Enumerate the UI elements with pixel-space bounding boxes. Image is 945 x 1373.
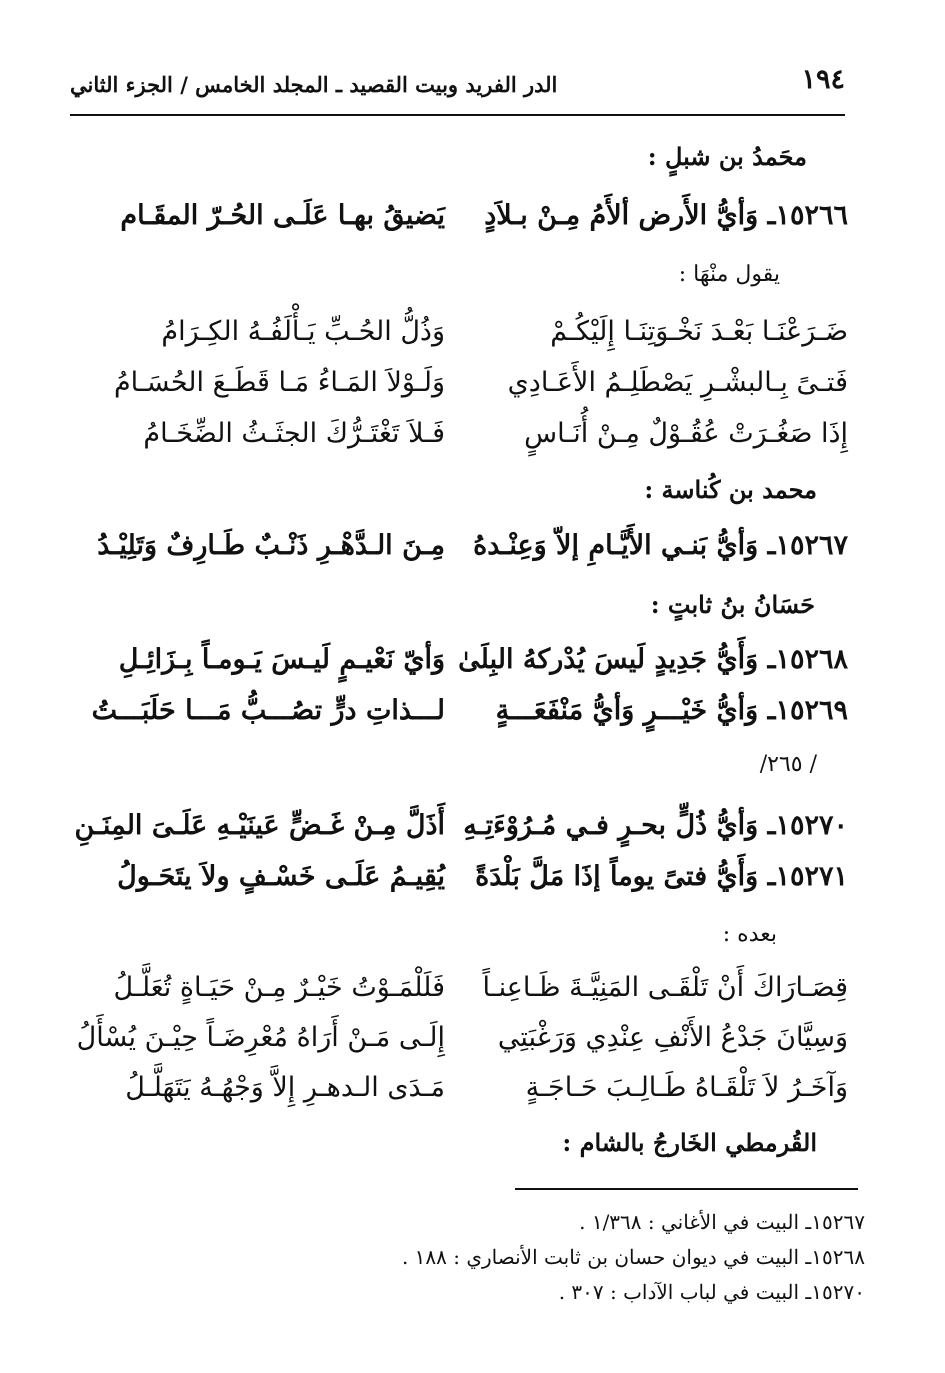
verse-first-hemistich: ١٥٢٦٧ـ وَأيُّ بَنـي الأَيَّـامِ إلاّ وَعِنْـدهُ bbox=[473, 530, 848, 561]
verse-second-hemistich: وَذُلُّ الحُـبِّ يَـأْلَفُـهُ الكِـرَامُ bbox=[161, 316, 445, 347]
verse-first-hemistich: فَتـىً بِـالبشْـرِ يَصْطَلِـمُ الأَعَـادِي bbox=[507, 367, 848, 398]
footnote: ١٥٢٦٧ـ البيت في الأغاني : ١/٣٦٨ . bbox=[579, 1210, 865, 1234]
verse-first-hemistich: ١٥٢٦٦ـ وَأيُّ الأَرض ألأَمُ مِـنْ بـلاَدٍ bbox=[484, 200, 848, 231]
verse-first-hemistich: ١٥٢٧٠ـ وَأيُّ ذُلٍّ بحـرٍ فـي مُـرُوْءَتِـهِ bbox=[463, 810, 848, 841]
poet-heading: محمد بن كُناسة : bbox=[644, 475, 817, 504]
verse-second-hemistich: يَضيقُ بهـا عَلَـى الحُـرّ المقَـام bbox=[120, 200, 445, 231]
poet-heading: محَمدُ بن شبلٍ : bbox=[647, 142, 807, 171]
intro-line: / ٢٦٥/ bbox=[759, 752, 817, 777]
verse-second-hemistich: مَـدَى الـدهـرِ إِلاَّ وَجْهُـهُ يَتَهَلَّـلُ bbox=[125, 1072, 445, 1103]
verse-second-hemistich: أَذَلَّ مِـنْ غَـضٍّ عَينَيْـهِ عَلَـىَ المِنَـنِ bbox=[74, 810, 445, 841]
verse-first-hemistich: وَآخَـرُ لاَ تَلْقَـاهُ طَـالِـبَ حَـاجَـةٍ bbox=[525, 1072, 848, 1103]
footnote: ١٥٢٧٠ـ البيت في لباب الآداب : ٣٠٧ . bbox=[558, 1280, 865, 1304]
running-title: الدر الفريد وبيت القصيد ـ المجلد الخامس / الجزء الثاني bbox=[70, 72, 558, 97]
verse-first-hemistich: وَسِيَّانَ جَدْعُ الأَنْفِ عِنْدِي وَرَغْبَتِي bbox=[497, 1022, 848, 1053]
verse-second-hemistich: وَلَـوْلاَ المَـاءُ مَـا قَطَـعَ الحُسَـامُ bbox=[113, 367, 445, 398]
verse-first-hemistich: ضَـرَعْنَـا بَعْـدَ نَخْـوَتِنَـا إِلَيْكُـمْ bbox=[550, 316, 848, 347]
verse-first-hemistich: ١٥٢٧١ـ وَأَيُّ فتىً يوماً إذَا مَلَّ بَلْدَةً bbox=[475, 861, 848, 892]
verse-second-hemistich: مِـنَ الـدَّهْـرِ ذَنْـبٌ طَـارِفٌ وَتَلِيْـدُ bbox=[97, 530, 445, 561]
intro-line: يقول منْهَا : bbox=[678, 262, 780, 287]
poet-heading: حَسَانُ بنُ ثابتٍ : bbox=[650, 590, 815, 619]
page-number: ١٩٤ bbox=[801, 64, 845, 95]
verse-second-hemistich: يُقِيـمُ عَلَـى خَسْـفٍ ولاَ يتَحَـولُ bbox=[117, 861, 445, 892]
verse-second-hemistich: إِلَـى مَـنْ أَرَاهُ مُعْرِضَـاً حِيْـنَ يُسْأَلُ bbox=[76, 1022, 445, 1053]
page-header bbox=[70, 60, 845, 116]
verse-first-hemistich: قِصَـارَاكَ أَنْ تَلْقَـى المَنِيَّـةَ ظَـاعِنـاً bbox=[482, 972, 848, 1003]
poet-heading: القُرمطي الخَارجُ بالشام : bbox=[562, 1128, 817, 1157]
verse-second-hemistich: فَـلاَ تَغْتَـرُّكَ الجثَـثُ الضِّخَـامُ bbox=[143, 418, 445, 449]
footnote-separator bbox=[515, 1188, 858, 1190]
verse-second-hemistich: لـــذاتِ درٍّ تصُـــبُّ مَـــا حَلَبَـــتُ bbox=[91, 695, 445, 726]
intro-line: بعده : bbox=[722, 922, 777, 947]
footnote: ١٥٢٦٨ـ البيت في ديوان حسان بن ثابت الأنصاري : ١٨٨ . bbox=[401, 1245, 865, 1269]
verse-second-hemistich: وَأيّ نَعْيـمٍ لَيـسَ يَـومـاً بِـزَائِـلِ bbox=[118, 644, 445, 675]
verse-first-hemistich: ١٥٢٦٨ـ وَأَيُّ جَدِيدٍ لَيسَ يُدْركهُ البِلَىٰ bbox=[458, 644, 848, 675]
verse-first-hemistich: إِذَا صَغُـرَتْ عُقُـوْلٌ مِـنْ أُنَـاسٍ bbox=[524, 418, 848, 449]
verse-first-hemistich: ١٥٢٦٩ـ وَأيُّ خَيْـــرٍ وَأيُّ مَنْفَعَـــةٍ bbox=[495, 695, 848, 726]
verse-second-hemistich: فَلَلْمَـوْتُ خَيْـرٌ مِـنْ حَيَـاةٍ تُعَلَّـلُ bbox=[113, 972, 445, 1003]
